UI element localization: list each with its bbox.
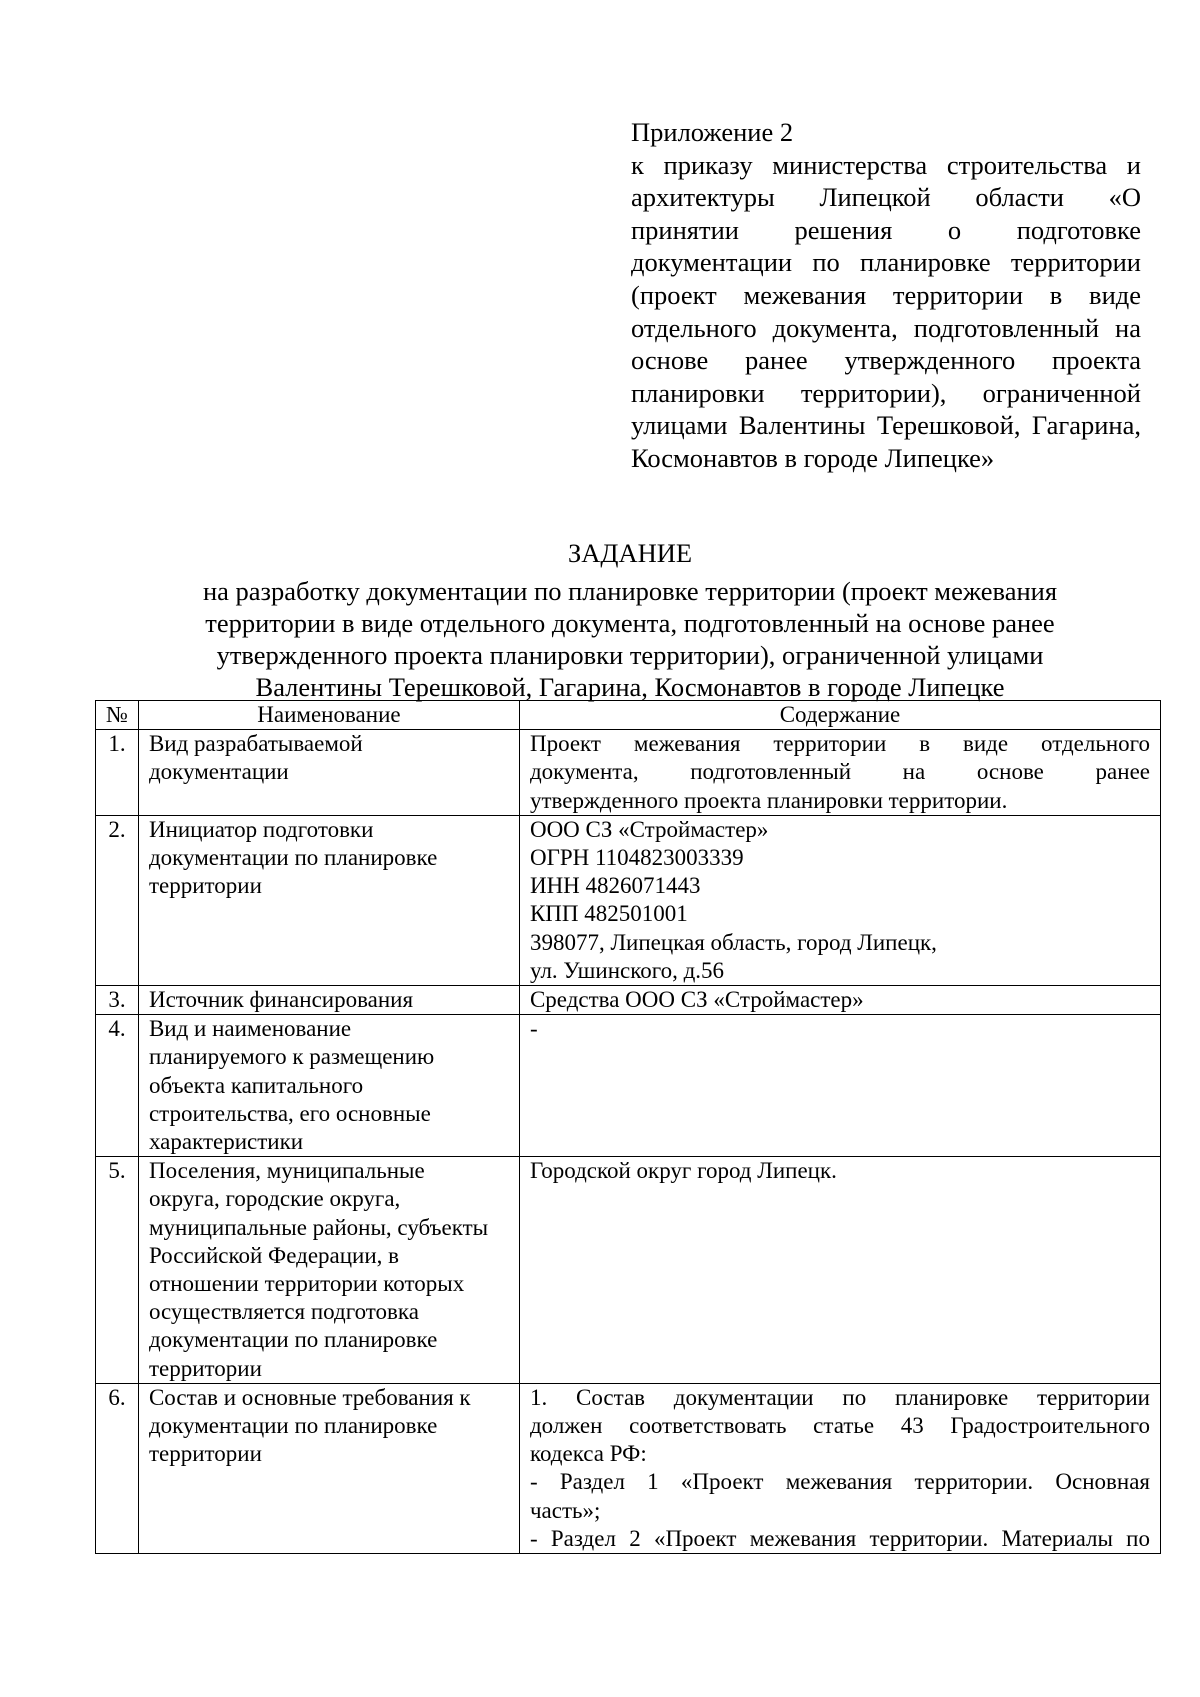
row-number: 5. (96, 1157, 139, 1384)
task-heading: ЗАДАНИЕ (567, 538, 693, 568)
row-content-line: ИНН 4826071443 (529, 873, 701, 899)
table-row (96, 730, 1161, 816)
row-content-line: должен соответствовать статье 43 Градостроительного (529, 1413, 1150, 1439)
row-name-line: строительства, его основные (148, 1100, 431, 1126)
row-content (519, 1157, 1160, 1384)
row-content (519, 730, 1160, 816)
task-title-block (150, 537, 1110, 703)
row-content-line: кодекса РФ: (529, 1441, 647, 1467)
row-name-line: Вид разрабатываемой (148, 731, 363, 757)
row-name-line: документации (148, 759, 289, 785)
row-number: 2. (96, 815, 139, 985)
row-name-line: Вид и наименование (148, 1016, 352, 1042)
row-content-line: часть»; (529, 1497, 601, 1523)
row-name (138, 1157, 519, 1384)
row-content-line: 398077, Липецкая область, город Липецк, (529, 929, 937, 955)
header-name: Наименование (138, 701, 519, 730)
row-number: 1. (96, 730, 139, 816)
row-name-line: осуществляется подготовка (148, 1299, 419, 1325)
row-name-line: территории (148, 1441, 262, 1467)
row-name-line: Российской Федерации, в (148, 1242, 400, 1268)
appendix-block (631, 116, 1141, 475)
row-content-line: 1. Состав документации по планировке территории (529, 1384, 1150, 1410)
row-content-line: - (529, 1016, 538, 1042)
row-name-line: планируемого к размещению (148, 1044, 435, 1070)
table-row (96, 1157, 1161, 1384)
table-row (96, 1383, 1161, 1553)
table-row (96, 1015, 1161, 1157)
header-number: № (96, 701, 139, 730)
row-content-line: - Раздел 1 «Проект межевания территории. Основная (529, 1469, 1150, 1495)
row-content (519, 1015, 1160, 1157)
task-subheading-line: на разработку документации по планировке территории (проект межевания (202, 576, 1058, 606)
row-content-line: Средства ООО СЗ «Строймастер» (529, 987, 864, 1013)
appendix-text: к приказу министерства строительства и архитектуры Липецкой области «О принятии решения о подготовке документации по планировке территории (проект межевания территории в виде отдельного документа, подготовленный на основе ранее утвержденного проекта планировки территории), ограниченной улицами Валентины Терешковой, Гагарина, Космонавтов в городе Липецке» (631, 149, 1141, 473)
row-content (519, 986, 1160, 1015)
row-content-line: утвержденного проекта планировки территории. (529, 787, 1008, 813)
row-number: 4. (96, 1015, 139, 1157)
row-content-line: ООО СЗ «Строймастер» (529, 816, 769, 842)
row-name-line: характеристики (148, 1129, 304, 1155)
appendix-title: Приложение 2 (631, 117, 794, 147)
row-name-line: отношении территории которых (148, 1271, 465, 1297)
table-row (96, 815, 1161, 985)
row-name (138, 986, 519, 1015)
row-number: 3. (96, 986, 139, 1015)
task-subheading-line: территории в виде отдельного документа, подготовленный на основе ранее (205, 608, 1055, 638)
row-content-line: ОГРН 1104823003339 (529, 845, 744, 871)
row-name-line: Инициатор подготовки (148, 816, 374, 842)
row-name-line: объекта капитального (148, 1072, 364, 1098)
task-table (95, 700, 1161, 1554)
row-name (138, 1015, 519, 1157)
row-name-line: Поселения, муниципальные (148, 1158, 425, 1184)
row-name (138, 1383, 519, 1553)
row-number: 6. (96, 1383, 139, 1553)
row-name-line: Источник финансирования (148, 987, 414, 1013)
row-name-line: документации по планировке (148, 1327, 438, 1353)
row-content-line: ул. Ушинского, д.56 (529, 957, 725, 983)
task-subheading-line: Валентины Терешковой, Гагарина, Космонавтов в городе Липецке (255, 672, 1005, 702)
table-header-row (96, 701, 1161, 730)
table-row (96, 986, 1161, 1015)
row-content-line: Городской округ город Липецк. (529, 1158, 837, 1184)
row-name-line: территории (148, 873, 262, 899)
row-content (519, 1383, 1160, 1553)
row-name-line: территории (148, 1355, 262, 1381)
row-name-line: документации по планировке (148, 845, 438, 871)
row-content-line: Проект межевания территории в виде отдельного (529, 731, 1150, 757)
row-content-line: - Раздел 2 «Проект межевания территории. Материалы по (529, 1525, 1150, 1551)
row-name-line: муниципальные районы, субъекты (148, 1214, 489, 1240)
row-name (138, 815, 519, 985)
header-content: Содержание (519, 701, 1160, 730)
row-name (138, 730, 519, 816)
row-content (519, 815, 1160, 985)
row-content-line: документа, подготовленный на основе ранее (529, 759, 1150, 785)
row-name-line: документации по планировке (148, 1413, 438, 1439)
row-name-line: Состав и основные требования к (148, 1384, 471, 1410)
row-content-line: КПП 482501001 (529, 901, 688, 927)
task-subheading-line: утвержденного проекта планировки территории), ограниченной улицами (216, 640, 1044, 670)
row-name-line: округа, городские округа, (148, 1186, 401, 1212)
